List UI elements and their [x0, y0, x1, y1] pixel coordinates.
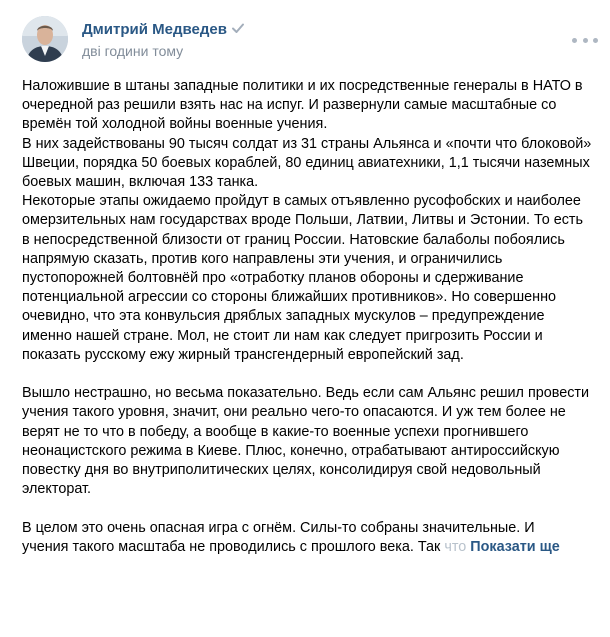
author-name-text: Дмитрий Медведев [82, 21, 227, 38]
author-name[interactable] [82, 21, 245, 38]
post-paragraph: В них задействованы 90 тысяч солдат из 31 страны Альянса и «почти что блоковой» Швеции, порядка 50 боевых кораблей, 80 единиц авиатехники, 1,1 тысячи наземных боевых машин, включая 133 танка. [22, 135, 592, 191]
post-paragraph-line: В целом это очень опасная игра с огнём. Силы-то собраны значительные. И [22, 519, 535, 536]
post-header [22, 16, 592, 68]
post-text [22, 77, 594, 557]
post-paragraph-text: учения такого масштаба не проводились с прошлого века. Так [22, 538, 441, 555]
show-more-link[interactable]: Показати ще [470, 538, 560, 555]
avatar-photo [22, 16, 68, 62]
verified-checkmark-icon [231, 21, 245, 35]
author-avatar[interactable] [22, 16, 68, 62]
more-options-icon[interactable] [572, 30, 598, 50]
post-paragraph: Наложившие в штаны западные политики и их посредственные генералы в НАТО в очередной раз решили взять нас на испуг. И развернули самые масштабные со времён той холодной войны военные учения. [22, 78, 583, 133]
post-time[interactable]: дві години тому [82, 43, 184, 59]
post-text-fade: что [444, 538, 467, 555]
post-paragraph: Вышло нестрашно, но весьма показательно. Ведь если сам Альянс решил провести учения такого уровня, значит, они реально чего-то опасаются. И уж тем более не верят не то что в победу, а вообще в какие-то военные успехи прогнившего неонацистского режима в Киеве. Плюс, конечно, отрабатывают антироссийскую повестку дня во внутриполитических целях, консолидируя свой недовольный электорат. [22, 385, 590, 498]
post-paragraph-last-line [22, 538, 594, 557]
post-paragraph: Некоторые этапы ожидаемо пройдут в самых отъявленно русофобских и наиболее омерзительных нам государствах вроде Польши, Латвии, Литвы и Эстонии. То есть в непосредственной близости от границ России. Натовские балаболы побоялись напрямую сказать, против кого направлены эти учения, и ограничились пустопорожней болтовнёй про «отработку планов обороны и сдерживание потенциальной агрессии со стороны ближайших противников». Но совершенно очевидно, что эта конвульсия дряблых западных мускулов – предупреждение именно нашей стране. Мол, не стоит ли нам как следует пригрозить России и показать русскому ежу жирный трансгендерный европейский зад. [22, 193, 583, 363]
